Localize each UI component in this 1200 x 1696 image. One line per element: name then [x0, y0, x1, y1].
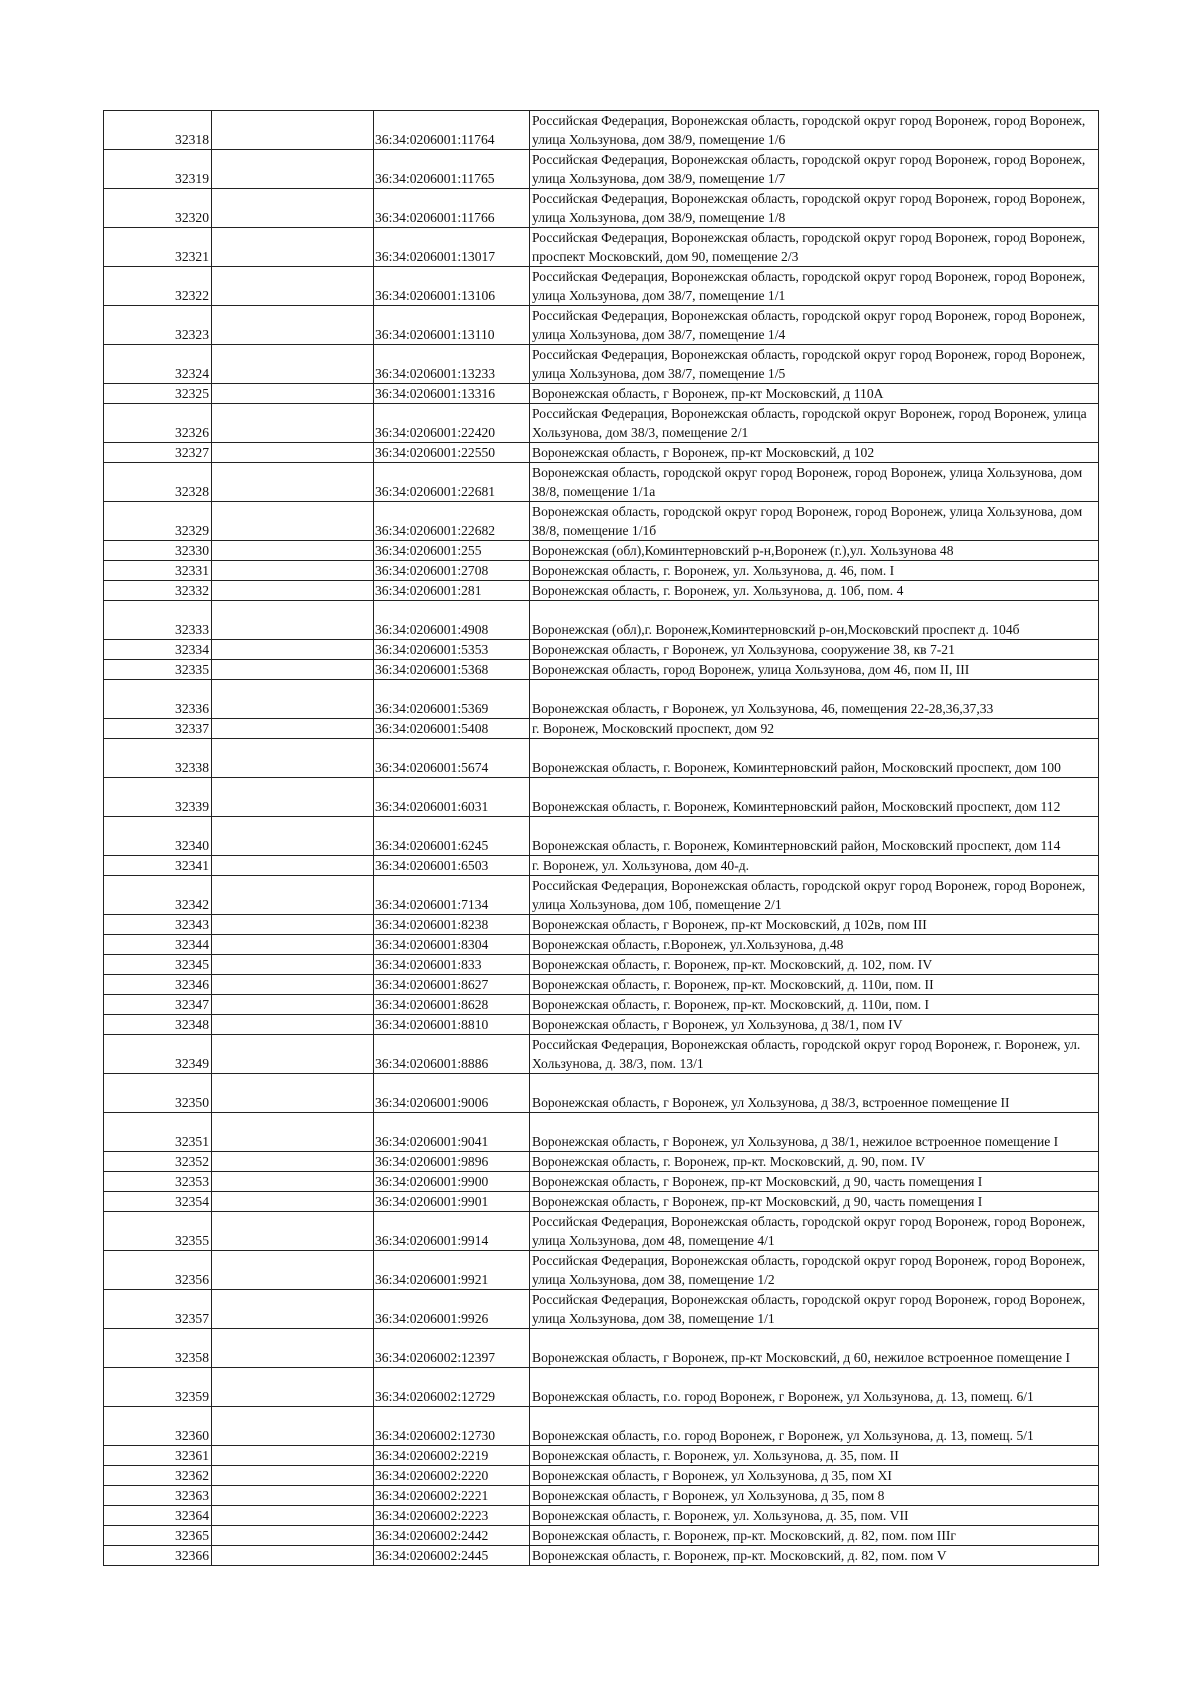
cadastral-number-cell: 36:34:0206001:5408 [374, 719, 530, 739]
table-row [104, 1506, 1099, 1526]
cadastral-number-cell: 36:34:0206001:281 [374, 581, 530, 601]
empty-cell [212, 443, 374, 463]
cadastral-number-cell: 36:34:0206001:9896 [374, 1152, 530, 1172]
empty-cell [212, 502, 374, 541]
address-cell: Российская Федерация, Воронежская область, городской округ город Воронеж, город Воронеж, улица Хользунова, дом 38/9, помещение 1/7 [530, 150, 1099, 189]
cadastral-number-cell: 36:34:0206001:8628 [374, 995, 530, 1015]
address-cell: Воронежская область, г. Воронеж, Коминтерновский район, Московский проспект, дом 100 [530, 739, 1099, 778]
cadastral-number-cell: 36:34:0206001:255 [374, 541, 530, 561]
address-cell: Воронежская область, г. Воронеж, пр-кт. Московский, д. 82, пом. пом IIIг [530, 1526, 1099, 1546]
row-number-cell: 32366 [104, 1546, 212, 1566]
empty-cell [212, 1074, 374, 1113]
empty-cell [212, 1035, 374, 1074]
address-cell: Воронежская область, г. Воронеж, Коминтерновский район, Московский проспект, дом 112 [530, 778, 1099, 817]
empty-cell [212, 935, 374, 955]
address-cell: Воронежская область, г.о. город Воронеж, г Воронеж, ул Хользунова, д. 13, помещ. 6/1 [530, 1368, 1099, 1407]
cadastral-number-cell: 36:34:0206001:5674 [374, 739, 530, 778]
row-number-cell: 32341 [104, 856, 212, 876]
address-cell: Российская Федерация, Воронежская область, городской округ город Воронеж, г. Воронеж, ул. Хользунова, д. 38/3, пом. 13/1 [530, 1035, 1099, 1074]
row-number-cell: 32335 [104, 660, 212, 680]
table-row [104, 601, 1099, 640]
table-row [104, 1212, 1099, 1251]
address-cell: Воронежская область, г Воронеж, ул Хользунова, 46, помещения 22-28,36,37,33 [530, 680, 1099, 719]
table-row [104, 1526, 1099, 1546]
cadastral-number-cell: 36:34:0206002:2221 [374, 1486, 530, 1506]
row-number-cell: 32319 [104, 150, 212, 189]
cadastral-number-cell: 36:34:0206001:11764 [374, 111, 530, 150]
address-cell: Воронежская область, г Воронеж, пр-кт Московский, д 110А [530, 384, 1099, 404]
cadastral-number-cell: 36:34:0206001:8627 [374, 975, 530, 995]
address-cell: Российская Федерация, Воронежская область, городской округ город Воронеж, город Воронеж, улица Хользунова, дом 38/7, помещение 1/5 [530, 345, 1099, 384]
empty-cell [212, 1329, 374, 1368]
address-cell: Воронежская область, г Воронеж, пр-кт Московский, д 102 [530, 443, 1099, 463]
row-number-cell: 32347 [104, 995, 212, 1015]
table-row [104, 1074, 1099, 1113]
row-number-cell: 32353 [104, 1172, 212, 1192]
table-row [104, 111, 1099, 150]
row-number-cell: 32337 [104, 719, 212, 739]
row-number-cell: 32365 [104, 1526, 212, 1546]
cadastral-number-cell: 36:34:0206001:9926 [374, 1290, 530, 1329]
empty-cell [212, 1446, 374, 1466]
table-row [104, 719, 1099, 739]
row-number-cell: 32356 [104, 1251, 212, 1290]
row-number-cell: 32346 [104, 975, 212, 995]
table-row [104, 995, 1099, 1015]
row-number-cell: 32324 [104, 345, 212, 384]
empty-cell [212, 384, 374, 404]
address-cell: Воронежская область, г. Воронеж, ул. Хользунова, д. 35, пом. VII [530, 1506, 1099, 1526]
table-row [104, 1192, 1099, 1212]
empty-cell [212, 1212, 374, 1251]
cadastral-number-cell: 36:34:0206001:7134 [374, 876, 530, 915]
address-cell: Воронежская область, городской округ город Воронеж, город Воронеж, улица Хользунова, дом 38/8, помещение 1/1а [530, 463, 1099, 502]
table-row [104, 502, 1099, 541]
address-cell: г. Воронеж, ул. Хользунова, дом 40-д. [530, 856, 1099, 876]
row-number-cell: 32338 [104, 739, 212, 778]
address-cell: Воронежская область, город Воронеж, улица Хользунова, дом 46, пом II, III [530, 660, 1099, 680]
address-cell: Российская Федерация, Воронежская область, городской округ город Воронеж, город Воронеж, улица Хользунова, дом 38/7, помещение 1/4 [530, 306, 1099, 345]
table-row [104, 581, 1099, 601]
cadastral-number-cell: 36:34:0206001:8810 [374, 1015, 530, 1035]
cadastral-number-cell: 36:34:0206001:2708 [374, 561, 530, 581]
cadastral-number-cell: 36:34:0206001:9900 [374, 1172, 530, 1192]
address-cell: Воронежская область, г Воронеж, пр-кт Московский, д 60, нежилое встроенное помещение I [530, 1329, 1099, 1368]
row-number-cell: 32360 [104, 1407, 212, 1446]
empty-cell [212, 306, 374, 345]
table-row [104, 778, 1099, 817]
empty-cell [212, 856, 374, 876]
address-cell: Российская Федерация, Воронежская область, городской округ город Воронеж, город Воронеж, улица Хользунова, дом 38, помещение 1/1 [530, 1290, 1099, 1329]
address-cell: Воронежская область, г. Воронеж, ул. Хользунова, д. 46, пом. I [530, 561, 1099, 581]
table-row [104, 1251, 1099, 1290]
cadastral-number-cell: 36:34:0206001:8886 [374, 1035, 530, 1074]
address-cell: Российская Федерация, Воронежская область, городской округ город Воронеж, город Воронеж, улица Хользунова, дом 38/7, помещение 1/1 [530, 267, 1099, 306]
empty-cell [212, 680, 374, 719]
address-cell: Воронежская область, г. Воронеж, пр-кт. Московский, д. 110и, пом. I [530, 995, 1099, 1015]
table-row [104, 1329, 1099, 1368]
table-row [104, 228, 1099, 267]
cadastral-number-cell: 36:34:0206002:12729 [374, 1368, 530, 1407]
cadastral-number-cell: 36:34:0206002:2223 [374, 1506, 530, 1526]
row-number-cell: 32333 [104, 601, 212, 640]
cadastral-number-cell: 36:34:0206001:5369 [374, 680, 530, 719]
row-number-cell: 32345 [104, 955, 212, 975]
row-number-cell: 32349 [104, 1035, 212, 1074]
empty-cell [212, 189, 374, 228]
row-number-cell: 32331 [104, 561, 212, 581]
row-number-cell: 32336 [104, 680, 212, 719]
empty-cell [212, 228, 374, 267]
row-number-cell: 32351 [104, 1113, 212, 1152]
empty-cell [212, 660, 374, 680]
table-row [104, 306, 1099, 345]
property-registry-table [103, 110, 1099, 1566]
cadastral-number-cell: 36:34:0206001:5368 [374, 660, 530, 680]
empty-cell [212, 995, 374, 1015]
table-row [104, 189, 1099, 228]
address-cell: Воронежская область, г Воронеж, ул Хользунова, д 35, пом XI [530, 1466, 1099, 1486]
empty-cell [212, 975, 374, 995]
row-number-cell: 32334 [104, 640, 212, 660]
cadastral-number-cell: 36:34:0206002:12730 [374, 1407, 530, 1446]
table-row [104, 1113, 1099, 1152]
empty-cell [212, 1407, 374, 1446]
empty-cell [212, 1466, 374, 1486]
address-cell: Воронежская область, г. Воронеж, ул. Хользунова, д. 35, пом. II [530, 1446, 1099, 1466]
table-row [104, 150, 1099, 189]
address-cell: Воронежская область, г. Воронеж, ул. Хользунова, д. 10б, пом. 4 [530, 581, 1099, 601]
address-cell: Воронежская область, городской округ город Воронеж, город Воронеж, улица Хользунова, дом 38/8, помещение 1/1б [530, 502, 1099, 541]
row-number-cell: 32323 [104, 306, 212, 345]
empty-cell [212, 1486, 374, 1506]
row-number-cell: 32361 [104, 1446, 212, 1466]
empty-cell [212, 1526, 374, 1546]
table-row [104, 935, 1099, 955]
empty-cell [212, 1251, 374, 1290]
table-row [104, 1152, 1099, 1172]
cadastral-number-cell: 36:34:0206002:12397 [374, 1329, 530, 1368]
row-number-cell: 32327 [104, 443, 212, 463]
row-number-cell: 32320 [104, 189, 212, 228]
empty-cell [212, 601, 374, 640]
table-row [104, 876, 1099, 915]
row-number-cell: 32330 [104, 541, 212, 561]
row-number-cell: 32339 [104, 778, 212, 817]
address-cell: Российская Федерация, Воронежская область, городской округ город Воронеж, город Воронеж, улица Хользунова, дом 38, помещение 1/2 [530, 1251, 1099, 1290]
address-cell: Воронежская область, г. Воронеж, пр-кт. Московский, д. 102, пом. IV [530, 955, 1099, 975]
empty-cell [212, 1015, 374, 1035]
cadastral-number-cell: 36:34:0206001:13017 [374, 228, 530, 267]
cadastral-number-cell: 36:34:0206001:11766 [374, 189, 530, 228]
empty-cell [212, 1172, 374, 1192]
table-row [104, 856, 1099, 876]
address-cell: Российская Федерация, Воронежская область, городской округ город Воронеж, город Воронеж, проспект Московский, дом 90, помещение 2/3 [530, 228, 1099, 267]
row-number-cell: 32355 [104, 1212, 212, 1251]
cadastral-number-cell: 36:34:0206001:13233 [374, 345, 530, 384]
address-cell: Воронежская область, г Воронеж, пр-кт Московский, д 90, часть помещения I [530, 1192, 1099, 1212]
empty-cell [212, 345, 374, 384]
empty-cell [212, 739, 374, 778]
empty-cell [212, 915, 374, 935]
address-cell: Воронежская область, г Воронеж, ул Хользунова, д 38/3, встроенное помещение II [530, 1074, 1099, 1113]
cadastral-number-cell: 36:34:0206001:22550 [374, 443, 530, 463]
empty-cell [212, 1192, 374, 1212]
table-row [104, 975, 1099, 995]
cadastral-number-cell: 36:34:0206001:11765 [374, 150, 530, 189]
address-cell: Воронежская область, г Воронеж, пр-кт Московский, д 102в, пом III [530, 915, 1099, 935]
table-row [104, 680, 1099, 719]
table-row [104, 1290, 1099, 1329]
empty-cell [212, 267, 374, 306]
row-number-cell: 32359 [104, 1368, 212, 1407]
cadastral-number-cell: 36:34:0206001:22682 [374, 502, 530, 541]
row-number-cell: 32364 [104, 1506, 212, 1526]
empty-cell [212, 1113, 374, 1152]
cadastral-number-cell: 36:34:0206001:9921 [374, 1251, 530, 1290]
address-cell: Российская Федерация, Воронежская область, городской округ город Воронеж, город Воронеж, улица Хользунова, дом 38/9, помещение 1/6 [530, 111, 1099, 150]
row-number-cell: 32332 [104, 581, 212, 601]
address-cell: Воронежская область, г. Воронеж, Коминтерновский район, Московский проспект, дом 114 [530, 817, 1099, 856]
table-row [104, 739, 1099, 778]
empty-cell [212, 778, 374, 817]
row-number-cell: 32321 [104, 228, 212, 267]
table-row [104, 660, 1099, 680]
address-cell: Воронежская (обл),Коминтерновский р-н,Воронеж (г.),ул. Хользунова 48 [530, 541, 1099, 561]
cadastral-number-cell: 36:34:0206001:8238 [374, 915, 530, 935]
address-cell: Воронежская область, г Воронеж, пр-кт Московский, д 90, часть помещения I [530, 1172, 1099, 1192]
cadastral-number-cell: 36:34:0206001:4908 [374, 601, 530, 640]
table-row [104, 1368, 1099, 1407]
empty-cell [212, 719, 374, 739]
table-row [104, 267, 1099, 306]
empty-cell [212, 404, 374, 443]
row-number-cell: 32352 [104, 1152, 212, 1172]
row-number-cell: 32362 [104, 1466, 212, 1486]
address-cell: Российская Федерация, Воронежская область, городской округ город Воронеж, город Воронеж, улица Хользунова, дом 38/9, помещение 1/8 [530, 189, 1099, 228]
cadastral-number-cell: 36:34:0206002:2220 [374, 1466, 530, 1486]
empty-cell [212, 817, 374, 856]
cadastral-number-cell: 36:34:0206001:833 [374, 955, 530, 975]
cadastral-number-cell: 36:34:0206001:13316 [374, 384, 530, 404]
table-row [104, 561, 1099, 581]
registry-table-body [104, 111, 1099, 1566]
table-row [104, 1172, 1099, 1192]
empty-cell [212, 1546, 374, 1566]
empty-cell [212, 561, 374, 581]
cadastral-number-cell: 36:34:0206001:22681 [374, 463, 530, 502]
address-cell: Российская Федерация, Воронежская область, городской округ город Воронеж, город Воронеж, улица Хользунова, дом 48, помещение 4/1 [530, 1212, 1099, 1251]
cadastral-number-cell: 36:34:0206001:22420 [374, 404, 530, 443]
empty-cell [212, 581, 374, 601]
table-row [104, 345, 1099, 384]
empty-cell [212, 541, 374, 561]
table-row [104, 1015, 1099, 1035]
row-number-cell: 32328 [104, 463, 212, 502]
table-row [104, 817, 1099, 856]
address-cell: Воронежская область, г. Воронеж, пр-кт. Московский, д. 82, пом. пом V [530, 1546, 1099, 1566]
address-cell: Российская Федерация, Воронежская область, городской округ Воронеж, город Воронеж, улица Хользунова, дом 38/3, помещение 2/1 [530, 404, 1099, 443]
empty-cell [212, 640, 374, 660]
cadastral-number-cell: 36:34:0206001:6031 [374, 778, 530, 817]
table-row [104, 915, 1099, 935]
cadastral-number-cell: 36:34:0206002:2219 [374, 1446, 530, 1466]
row-number-cell: 32329 [104, 502, 212, 541]
row-number-cell: 32342 [104, 876, 212, 915]
empty-cell [212, 1506, 374, 1526]
empty-cell [212, 1152, 374, 1172]
address-cell: Российская Федерация, Воронежская область, городской округ город Воронеж, город Воронеж, улица Хользунова, дом 10б, помещение 2/1 [530, 876, 1099, 915]
row-number-cell: 32343 [104, 915, 212, 935]
cadastral-number-cell: 36:34:0206001:9914 [374, 1212, 530, 1251]
table-row [104, 640, 1099, 660]
address-cell: г. Воронеж, Московский проспект, дом 92 [530, 719, 1099, 739]
empty-cell [212, 111, 374, 150]
cadastral-number-cell: 36:34:0206001:9006 [374, 1074, 530, 1113]
row-number-cell: 32340 [104, 817, 212, 856]
empty-cell [212, 876, 374, 915]
table-row [104, 1446, 1099, 1466]
table-row [104, 1407, 1099, 1446]
address-cell: Воронежская область, г. Воронеж, пр-кт. Московский, д. 110и, пом. II [530, 975, 1099, 995]
address-cell: Воронежская (обл),г. Воронеж,Коминтерновский р-он,Московский проспект д. 104б [530, 601, 1099, 640]
cadastral-number-cell: 36:34:0206001:9041 [374, 1113, 530, 1152]
cadastral-number-cell: 36:34:0206001:13106 [374, 267, 530, 306]
row-number-cell: 32318 [104, 111, 212, 150]
cadastral-number-cell: 36:34:0206001:8304 [374, 935, 530, 955]
row-number-cell: 32358 [104, 1329, 212, 1368]
address-cell: Воронежская область, г.Воронеж, ул.Хользунова, д.48 [530, 935, 1099, 955]
row-number-cell: 32357 [104, 1290, 212, 1329]
cadastral-number-cell: 36:34:0206001:13110 [374, 306, 530, 345]
empty-cell [212, 463, 374, 502]
table-row [104, 1035, 1099, 1074]
table-row [104, 384, 1099, 404]
cadastral-number-cell: 36:34:0206001:6245 [374, 817, 530, 856]
empty-cell [212, 1368, 374, 1407]
table-row [104, 443, 1099, 463]
table-row [104, 955, 1099, 975]
cadastral-number-cell: 36:34:0206001:5353 [374, 640, 530, 660]
cadastral-number-cell: 36:34:0206001:9901 [374, 1192, 530, 1212]
address-cell: Воронежская область, г Воронеж, ул Хользунова, сооружение 38, кв 7-21 [530, 640, 1099, 660]
address-cell: Воронежская область, г Воронеж, ул Хользунова, д 38/1, пом IV [530, 1015, 1099, 1035]
table-row [104, 404, 1099, 443]
row-number-cell: 32344 [104, 935, 212, 955]
address-cell: Воронежская область, г.о. город Воронеж, г Воронеж, ул Хользунова, д. 13, помещ. 5/1 [530, 1407, 1099, 1446]
address-cell: Воронежская область, г. Воронеж, пр-кт. Московский, д. 90, пом. IV [530, 1152, 1099, 1172]
empty-cell [212, 955, 374, 975]
cadastral-number-cell: 36:34:0206002:2442 [374, 1526, 530, 1546]
row-number-cell: 32326 [104, 404, 212, 443]
row-number-cell: 32325 [104, 384, 212, 404]
row-number-cell: 32350 [104, 1074, 212, 1113]
address-cell: Воронежская область, г Воронеж, ул Хользунова, д 38/1, нежилое встроенное помещение I [530, 1113, 1099, 1152]
table-row [104, 1466, 1099, 1486]
empty-cell [212, 1290, 374, 1329]
cadastral-number-cell: 36:34:0206002:2445 [374, 1546, 530, 1566]
row-number-cell: 32322 [104, 267, 212, 306]
empty-cell [212, 150, 374, 189]
row-number-cell: 32363 [104, 1486, 212, 1506]
address-cell: Воронежская область, г Воронеж, ул Хользунова, д 35, пом 8 [530, 1486, 1099, 1506]
table-row [104, 463, 1099, 502]
table-row [104, 541, 1099, 561]
table-row [104, 1546, 1099, 1566]
cadastral-number-cell: 36:34:0206001:6503 [374, 856, 530, 876]
table-row [104, 1486, 1099, 1506]
row-number-cell: 32354 [104, 1192, 212, 1212]
row-number-cell: 32348 [104, 1015, 212, 1035]
